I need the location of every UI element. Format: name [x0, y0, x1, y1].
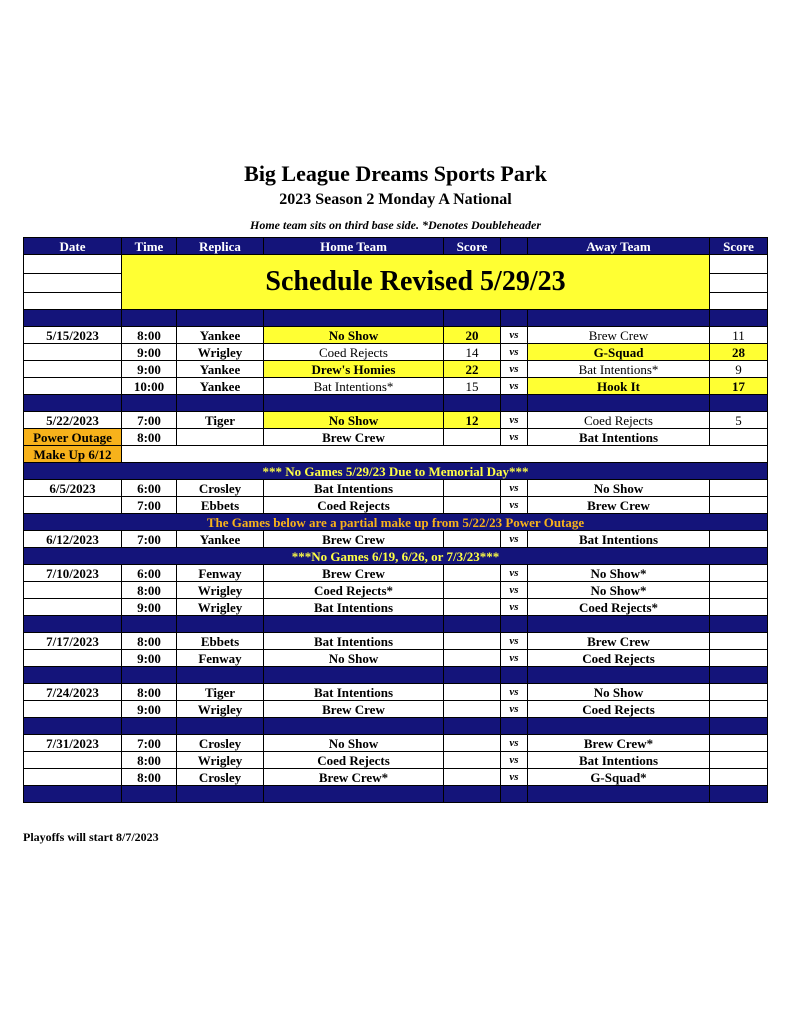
banner-row	[24, 255, 768, 310]
away-score: 11	[710, 327, 768, 344]
game-row	[24, 531, 768, 548]
separator-cell	[501, 718, 528, 735]
col-replica: Replica	[177, 238, 264, 255]
separator-cell	[710, 718, 768, 735]
game-time: 8:00	[122, 633, 177, 650]
col-away-score: Score	[710, 238, 768, 255]
game-date	[24, 344, 122, 361]
home-score: 15	[444, 378, 501, 395]
versus: vs	[501, 378, 528, 395]
game-row	[24, 327, 768, 344]
home-score	[444, 497, 501, 514]
separator-cell	[501, 667, 528, 684]
away-team: Coed Rejects	[528, 412, 710, 429]
game-date	[24, 650, 122, 667]
separator-cell	[264, 786, 444, 803]
game-time: 9:00	[122, 599, 177, 616]
game-replica: Wrigley	[177, 599, 264, 616]
separator-cell	[177, 718, 264, 735]
game-time: 9:00	[122, 344, 177, 361]
game-date: 6/5/2023	[24, 480, 122, 497]
blank-cell	[710, 255, 768, 310]
home-score	[444, 480, 501, 497]
away-score	[710, 769, 768, 786]
away-team: G-Squad*	[528, 769, 710, 786]
col-home-team: Home Team	[264, 238, 444, 255]
home-score	[444, 565, 501, 582]
game-date: 7/10/2023	[24, 565, 122, 582]
game-time: 6:00	[122, 565, 177, 582]
versus: vs	[501, 582, 528, 599]
home-score	[444, 582, 501, 599]
separator-cell	[528, 786, 710, 803]
separator-cell	[444, 395, 501, 412]
home-team: Bat Intentions*	[264, 378, 444, 395]
home-team: Drew's Homies	[264, 361, 444, 378]
game-row	[24, 497, 768, 514]
versus: vs	[501, 633, 528, 650]
separator-row	[24, 616, 768, 633]
game-row	[24, 429, 768, 446]
separator-cell	[444, 786, 501, 803]
home-team: No Show	[264, 735, 444, 752]
away-score: 9	[710, 361, 768, 378]
home-team: Brew Crew*	[264, 769, 444, 786]
home-score	[444, 684, 501, 701]
versus: vs	[501, 684, 528, 701]
versus: vs	[501, 361, 528, 378]
away-team: Coed Rejects	[528, 701, 710, 718]
col-date: Date	[24, 238, 122, 255]
game-replica: Yankee	[177, 378, 264, 395]
game-replica	[177, 429, 264, 446]
game-date	[24, 378, 122, 395]
game-date	[24, 582, 122, 599]
game-row	[24, 752, 768, 769]
separator-row	[24, 786, 768, 803]
game-row	[24, 344, 768, 361]
away-team: No Show	[528, 684, 710, 701]
separator-cell	[528, 310, 710, 327]
away-score	[710, 429, 768, 446]
game-replica: Ebbets	[177, 633, 264, 650]
away-team: Bat Intentions	[528, 531, 710, 548]
away-score	[710, 684, 768, 701]
game-date	[24, 752, 122, 769]
separator-cell	[177, 616, 264, 633]
separator-cell	[24, 395, 122, 412]
separator-cell	[444, 616, 501, 633]
versus: vs	[501, 327, 528, 344]
separator-cell	[24, 310, 122, 327]
away-team: Bat Intentions	[528, 429, 710, 446]
season-subtitle: 2023 Season 2 Monday A National	[279, 191, 512, 208]
separator-cell	[710, 616, 768, 633]
away-score	[710, 633, 768, 650]
away-score	[710, 752, 768, 769]
game-time: 7:00	[122, 497, 177, 514]
away-team: Bat Intentions*	[528, 361, 710, 378]
game-time: 8:00	[122, 769, 177, 786]
game-date: Power Outage	[24, 429, 122, 446]
versus: vs	[501, 429, 528, 446]
game-replica: Wrigley	[177, 582, 264, 599]
col-home-score: Score	[444, 238, 501, 255]
home-team: Coed Rejects	[264, 752, 444, 769]
notice-row	[24, 548, 768, 565]
separator-cell	[24, 667, 122, 684]
game-time: 7:00	[122, 735, 177, 752]
away-score	[710, 701, 768, 718]
game-replica: Yankee	[177, 361, 264, 378]
separator-cell	[444, 667, 501, 684]
home-team-note: Home team sits on third base side. *Denotes Doubleheader	[250, 218, 541, 232]
separator-cell	[528, 718, 710, 735]
game-replica: Crosley	[177, 769, 264, 786]
away-score	[710, 565, 768, 582]
home-team: Brew Crew	[264, 565, 444, 582]
separator-row	[24, 667, 768, 684]
game-time: 7:00	[122, 412, 177, 429]
separator-cell	[264, 616, 444, 633]
notice-text: The Games below are a partial make up from 5/22/23 Power Outage	[24, 514, 768, 531]
game-row	[24, 412, 768, 429]
separator-cell	[528, 616, 710, 633]
game-replica: Wrigley	[177, 344, 264, 361]
game-time: 9:00	[122, 361, 177, 378]
game-time: 8:00	[122, 752, 177, 769]
home-score	[444, 599, 501, 616]
home-score	[444, 701, 501, 718]
separator-cell	[501, 310, 528, 327]
separator-cell	[264, 395, 444, 412]
game-replica: Crosley	[177, 480, 264, 497]
col-time: Time	[122, 238, 177, 255]
versus: vs	[501, 497, 528, 514]
home-team: Brew Crew	[264, 701, 444, 718]
versus: vs	[501, 565, 528, 582]
away-team: Hook It	[528, 378, 710, 395]
game-row	[24, 633, 768, 650]
home-team: Coed Rejects	[264, 497, 444, 514]
home-score	[444, 633, 501, 650]
versus: vs	[501, 650, 528, 667]
home-team: Bat Intentions	[264, 633, 444, 650]
versus: vs	[501, 769, 528, 786]
separator-cell	[710, 395, 768, 412]
game-date: 7/31/2023	[24, 735, 122, 752]
away-score	[710, 650, 768, 667]
game-date	[24, 701, 122, 718]
away-team: No Show	[528, 480, 710, 497]
home-score	[444, 531, 501, 548]
away-score: 17	[710, 378, 768, 395]
home-score: 14	[444, 344, 501, 361]
versus: vs	[501, 344, 528, 361]
separator-cell	[177, 395, 264, 412]
separator-cell	[501, 786, 528, 803]
notice-text: ***No Games 6/19, 6/26, or 7/3/23***	[24, 548, 768, 565]
game-replica: Yankee	[177, 327, 264, 344]
away-score: 5	[710, 412, 768, 429]
col-away-team: Away Team	[528, 238, 710, 255]
game-time: 9:00	[122, 650, 177, 667]
away-team: Coed Rejects	[528, 650, 710, 667]
away-team: Brew Crew	[528, 327, 710, 344]
away-score	[710, 599, 768, 616]
away-score	[710, 480, 768, 497]
separator-cell	[122, 616, 177, 633]
game-row	[24, 701, 768, 718]
versus: vs	[501, 599, 528, 616]
home-score	[444, 650, 501, 667]
header-row	[24, 238, 768, 255]
separator-row	[24, 310, 768, 327]
home-score	[444, 752, 501, 769]
game-replica: Fenway	[177, 650, 264, 667]
game-date: 7/17/2023	[24, 633, 122, 650]
versus: vs	[501, 735, 528, 752]
separator-cell	[264, 667, 444, 684]
game-row	[24, 361, 768, 378]
home-team: Bat Intentions	[264, 684, 444, 701]
separator-cell	[264, 310, 444, 327]
separator-cell	[528, 667, 710, 684]
separator-cell	[177, 786, 264, 803]
game-row	[24, 735, 768, 752]
game-time: 7:00	[122, 531, 177, 548]
notice-text: *** No Games 5/29/23 Due to Memorial Day***	[24, 463, 768, 480]
game-time: 9:00	[122, 701, 177, 718]
separator-cell	[710, 667, 768, 684]
makeup-label: Make Up 6/12	[24, 446, 122, 463]
separator-cell	[122, 786, 177, 803]
separator-cell	[122, 395, 177, 412]
separator-cell	[444, 310, 501, 327]
game-row	[24, 769, 768, 786]
away-team: Brew Crew	[528, 633, 710, 650]
separator-cell	[444, 718, 501, 735]
versus: vs	[501, 480, 528, 497]
notice-row	[24, 463, 768, 480]
game-replica: Yankee	[177, 531, 264, 548]
game-replica: Ebbets	[177, 497, 264, 514]
home-team: Brew Crew	[264, 531, 444, 548]
versus: vs	[501, 531, 528, 548]
game-replica: Tiger	[177, 412, 264, 429]
schedule-revised-banner: Schedule Revised 5/29/23	[122, 255, 710, 310]
home-team: Coed Rejects*	[264, 582, 444, 599]
versus: vs	[501, 412, 528, 429]
game-time: 8:00	[122, 429, 177, 446]
game-replica: Tiger	[177, 684, 264, 701]
schedule-table	[23, 237, 768, 803]
separator-cell	[528, 395, 710, 412]
away-team: Brew Crew	[528, 497, 710, 514]
away-team: No Show*	[528, 565, 710, 582]
game-row	[24, 480, 768, 497]
separator-cell	[710, 786, 768, 803]
makeup-row	[24, 446, 768, 463]
separator-cell	[264, 718, 444, 735]
game-date	[24, 361, 122, 378]
game-date: 5/15/2023	[24, 327, 122, 344]
game-replica: Wrigley	[177, 752, 264, 769]
away-team: No Show*	[528, 582, 710, 599]
game-time: 8:00	[122, 684, 177, 701]
versus: vs	[501, 701, 528, 718]
home-team: Brew Crew	[264, 429, 444, 446]
home-score	[444, 735, 501, 752]
game-date	[24, 497, 122, 514]
game-replica: Fenway	[177, 565, 264, 582]
game-row	[24, 684, 768, 701]
away-score	[710, 497, 768, 514]
separator-cell	[177, 310, 264, 327]
separator-cell	[122, 667, 177, 684]
game-row	[24, 565, 768, 582]
home-score: 12	[444, 412, 501, 429]
blank-cell	[24, 255, 122, 310]
away-team: Bat Intentions	[528, 752, 710, 769]
separator-cell	[24, 786, 122, 803]
game-time: 8:00	[122, 582, 177, 599]
separator-cell	[24, 718, 122, 735]
game-row	[24, 582, 768, 599]
separator-cell	[501, 616, 528, 633]
home-score	[444, 769, 501, 786]
game-replica: Crosley	[177, 735, 264, 752]
separator-row	[24, 718, 768, 735]
separator-cell	[122, 718, 177, 735]
away-team: G-Squad	[528, 344, 710, 361]
game-row	[24, 650, 768, 667]
game-row	[24, 378, 768, 395]
separator-row	[24, 395, 768, 412]
game-time: 8:00	[122, 327, 177, 344]
page-title: Big League Dreams Sports Park	[244, 161, 547, 186]
away-score	[710, 582, 768, 599]
away-team: Brew Crew*	[528, 735, 710, 752]
notice-row	[24, 514, 768, 531]
home-score: 22	[444, 361, 501, 378]
game-date	[24, 769, 122, 786]
col-vs	[501, 238, 528, 255]
separator-cell	[24, 616, 122, 633]
separator-cell	[501, 395, 528, 412]
home-team: Bat Intentions	[264, 480, 444, 497]
home-team: Bat Intentions	[264, 599, 444, 616]
separator-cell	[177, 667, 264, 684]
home-score	[444, 429, 501, 446]
home-score: 20	[444, 327, 501, 344]
separator-cell	[710, 310, 768, 327]
home-team: No Show	[264, 327, 444, 344]
game-row	[24, 599, 768, 616]
playoffs-note: Playoffs will start 8/7/2023	[23, 830, 159, 844]
away-team: Coed Rejects*	[528, 599, 710, 616]
versus: vs	[501, 752, 528, 769]
game-replica: Wrigley	[177, 701, 264, 718]
game-date: 7/24/2023	[24, 684, 122, 701]
game-date: 5/22/2023	[24, 412, 122, 429]
separator-cell	[122, 310, 177, 327]
away-score: 28	[710, 344, 768, 361]
game-date	[24, 599, 122, 616]
away-score	[710, 531, 768, 548]
home-team: No Show	[264, 650, 444, 667]
home-team: Coed Rejects	[264, 344, 444, 361]
game-time: 10:00	[122, 378, 177, 395]
home-team: No Show	[264, 412, 444, 429]
game-time: 6:00	[122, 480, 177, 497]
away-score	[710, 735, 768, 752]
blank-cell	[122, 446, 768, 463]
game-date: 6/12/2023	[24, 531, 122, 548]
